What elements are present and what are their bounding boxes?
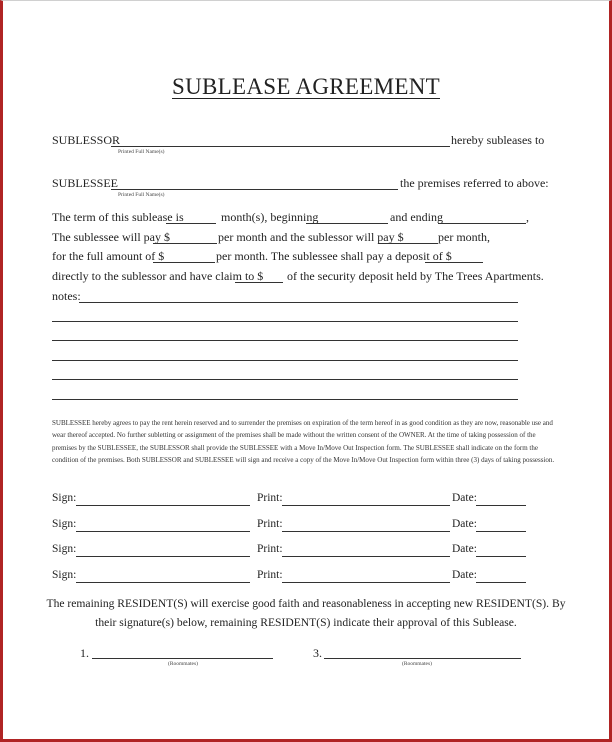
print-field[interactable] [282,556,450,557]
sublessor-name-field[interactable] [111,146,450,147]
notes-line[interactable] [52,340,518,341]
sign-label: Sign: [52,492,77,504]
closing-paragraph: The remaining RESIDENT(S) will exercise good faith and reasonableness in accepting new RESIDENT(S). By their signature(s) below, remaining RESIDENT(S) indicate their approval of this Sublease. [46,597,566,629]
term-comma: , [526,210,529,224]
sublessee-suffix: the premises referred to above: [400,176,549,190]
deposit-field[interactable] [425,262,483,263]
pay-text-1: The sublessee will pay $ [52,230,170,244]
amount-text-1: for the full amount of $ [52,249,165,263]
notes-line[interactable] [52,321,518,322]
sublessee-label: SUBLESSEE [52,176,119,190]
sign-label: Sign: [52,569,77,581]
sublessor-pay-field[interactable] [378,243,438,244]
print-label: Print: [257,543,283,555]
full-amount-field[interactable] [153,262,215,263]
pay-text-2: per month and the sublessor will pay $ [218,230,404,244]
sublessee-pay-field[interactable] [153,243,217,244]
sign-field[interactable] [76,556,250,557]
date-field[interactable] [476,505,526,506]
roommate-caption: (Roommates) [402,661,432,667]
claim-text-2: of the security deposit held by The Trees Apartments. [287,269,544,283]
date-label: Date: [452,543,477,555]
print-field[interactable] [282,582,450,583]
roommate-number: 3. [313,646,322,660]
print-label: Print: [257,569,283,581]
sublessor-caption: Printed Full Name(s) [118,149,165,155]
sublessor-suffix: hereby subleases to [451,133,545,147]
claim-amount-field[interactable] [235,282,283,283]
term-begin-field[interactable] [306,223,388,224]
roommate-caption: (Roommates) [168,661,198,667]
sublessee-caption: Printed Full Name(s) [118,192,165,198]
date-label: Date: [452,569,477,581]
amount-text-2: per month. The sublessee shall pay a deposit of $ [216,249,452,263]
print-label: Print: [257,518,283,530]
print-label: Print: [257,492,283,504]
notes-label: notes: [52,289,81,303]
pay-text-3: per month, [438,230,490,244]
sign-label: Sign: [52,543,77,555]
sign-field[interactable] [76,505,250,506]
notes-line[interactable] [52,379,518,380]
roommate-signature-field[interactable] [324,658,521,659]
print-field[interactable] [282,531,450,532]
sublessee-name-field[interactable] [111,189,398,190]
term-months-field[interactable] [166,223,216,224]
date-field[interactable] [476,531,526,532]
notes-line[interactable] [79,302,518,303]
roommate-signature-field[interactable] [92,658,273,659]
notes-line[interactable] [52,360,518,361]
term-text-3: and ending [390,210,443,224]
sign-label: Sign: [52,518,77,530]
print-field[interactable] [282,505,450,506]
notes-line[interactable] [52,399,518,400]
roommate-number: 1. [80,646,89,660]
term-text-2: month(s), beginning [221,210,319,224]
sign-field[interactable] [76,582,250,583]
terms-paragraph: SUBLESSEE hereby agrees to pay the rent herein reserved and to surrender the premises on expiration of the term hereof in as good condition as they are now, reasonable use and wear thereof accepted. No further subletting or assignment of the premises shall be made without the written consent of the OWNER. At the time of taking possession of the premises by the SUBLESSEE, the SUBLESSOR shall provide the SUBLESSEE with a Move In/Move Out Inspection form. The SUBLESSEE shall indicate on the form the condition of the premises. Both SUBLESSOR and SUBLESSEE will sign and receive a copy of the Move In/Move Out Inspection form within three (3) days of taking possession. [52,419,555,465]
date-label: Date: [452,518,477,530]
sign-field[interactable] [76,531,250,532]
term-end-field[interactable] [438,223,526,224]
date-field[interactable] [476,582,526,583]
claim-text-1: directly to the sublessor and have claim to $ [52,269,264,283]
page-title: SUBLEASE AGREEMENT [172,74,440,99]
date-field[interactable] [476,556,526,557]
sublessor-label: SUBLESSOR [52,133,121,147]
date-label: Date: [452,492,477,504]
term-text-1: The term of this sublease is [52,210,184,224]
